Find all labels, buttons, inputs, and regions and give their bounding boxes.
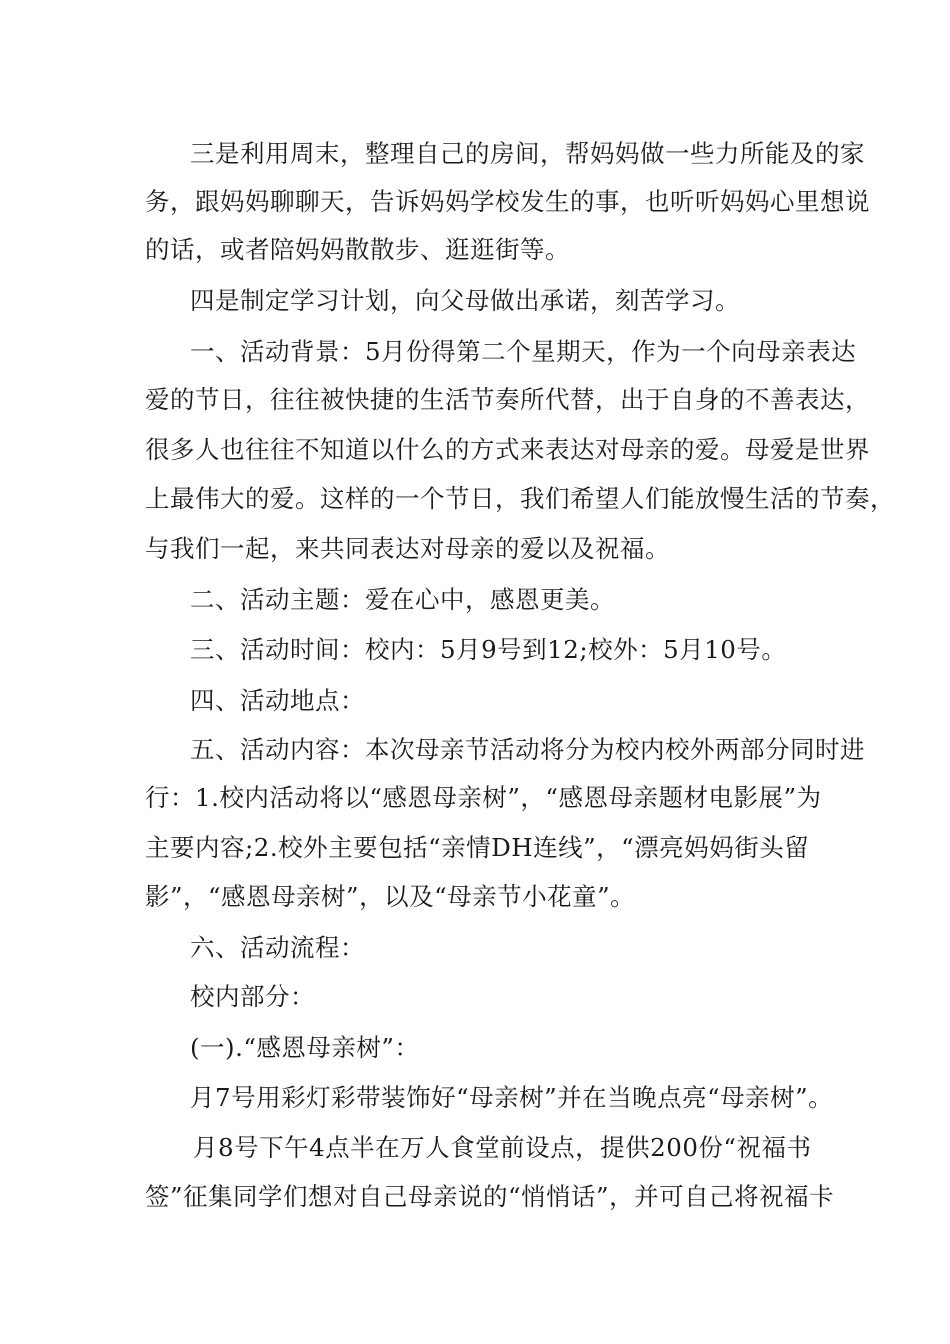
text-line: 三、活动时间：校内：5月9号到12;校外：5月10号。 [190, 635, 787, 664]
text-line: 二、活动主题：爱在心中，感恩更美。 [190, 585, 615, 614]
text-line: 四、活动地点： [190, 686, 365, 715]
text-line: 上最伟大的爱。这样的一个节日，我们希望人们能放慢生活的节奏， [145, 484, 895, 513]
text-line: 务，跟妈妈聊聊天，告诉妈妈学校发生的事，也听听妈妈心里想说 [145, 187, 870, 216]
text-line: 月7号用彩灯彩带装饰好“母亲树”并在当晚点亮“母亲树”。 [190, 1083, 834, 1112]
text-line: 影”，“感恩母亲树”，以及“母亲节小花童”。 [145, 882, 636, 911]
text-line: 四是制定学习计划，向父母做出承诺，刻苦学习。 [190, 286, 740, 315]
text-line: 月8号下午4点半在万人食堂前设点，提供200份“祝福书 [193, 1133, 812, 1162]
text-line: 五、活动内容：本次母亲节活动将分为校内校外两部分同时进 [190, 735, 865, 764]
text-line: 签”征集同学们想对自己母亲说的“悄悄话”，并可自己将祝福卡 [145, 1182, 835, 1211]
text-line: 很多人也往往不知道以什么的方式来表达对母亲的爱。母爱是世界 [145, 435, 870, 464]
text-line: 主要内容;2.校外主要包括“亲情DH连线”，“漂亮妈妈街头留 [145, 833, 810, 862]
text-line: 六、活动流程： [190, 933, 365, 962]
text-line: 与我们一起，来共同表达对母亲的爱以及祝福。 [145, 534, 670, 563]
text-line: (一).“感恩母亲树”： [190, 1033, 420, 1062]
text-line: 爱的节日，往往被快捷的生活节奏所代替，出于自身的不善表达， [145, 385, 870, 414]
text-line: 校内部分： [190, 982, 315, 1011]
text-line: 的话，或者陪妈妈散散步、逛逛街等。 [145, 235, 570, 264]
text-line: 三是利用周末，整理自己的房间，帮妈妈做一些力所能及的家 [190, 139, 865, 168]
text-line: 行：1.校内活动将以“感恩母亲树”，“感恩母亲题材电影展”为 [145, 783, 822, 812]
text-line: 一、活动背景：5月份得第二个星期天，作为一个向母亲表达 [190, 337, 857, 366]
